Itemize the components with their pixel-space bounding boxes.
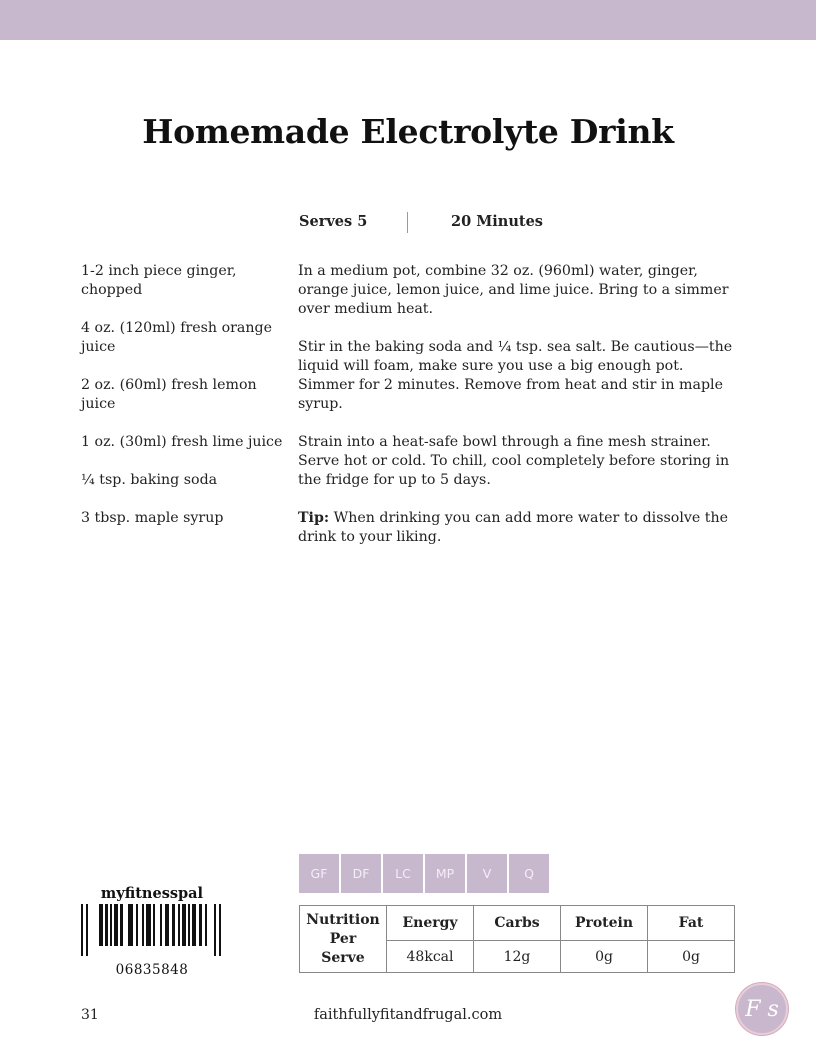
ingredient-item: 1-2 inch piece ginger, chopped <box>81 263 237 298</box>
myfitnesspal-label: myfitnesspal <box>100 885 204 902</box>
barcode-icon <box>81 904 223 956</box>
meta-divider <box>407 212 408 233</box>
prep-time: 20 Minutes <box>451 213 543 230</box>
website-link[interactable]: faithfullyfitandfrugal.com <box>313 1007 503 1023</box>
nutrition-label <box>300 906 387 973</box>
table-row <box>300 906 735 941</box>
diet-tag-mp: MP <box>425 854 465 893</box>
ingredient-item: 4 oz. (120ml) fresh orange juice <box>81 320 272 355</box>
nutrition-value-fat: 0g <box>648 941 735 973</box>
nutrition-header-carbs: Carbs <box>474 906 561 941</box>
instruction-step: In a medium pot, combine 32 oz. (960ml) water, ginger, orange juice, lemon juice, and lime juice. Bring to a simmer over medium heat. <box>298 263 729 317</box>
ingredient-item: 3 tbsp. maple syrup <box>81 510 224 526</box>
nutrition-table <box>299 905 735 973</box>
nutrition-header-energy: Energy <box>387 906 474 941</box>
instruction-step: Stir in the baking soda and ¼ tsp. sea salt. Be cautious—the liquid will foam, make sure you use a big enough pot. Simmer for 2 minutes. Remove from heat and stir in maple syrup. <box>298 339 733 412</box>
instruction-step: Strain into a heat-safe bowl through a fine mesh strainer. Serve hot or cold. To chill, cool completely before storing in the fridge for up to 5 days. <box>298 434 730 488</box>
ingredient-item: 1 oz. (30ml) fresh lime juice <box>81 434 283 450</box>
nutrition-header-fat: Fat <box>648 906 735 941</box>
top-accent-bar <box>0 0 816 40</box>
nutrition-value-protein: 0g <box>561 941 648 973</box>
recipe-title: Homemade Electrolyte Drink <box>142 112 674 151</box>
nutrition-label-line2: Per Serve <box>321 930 365 966</box>
page-number: 31 <box>81 1007 99 1023</box>
diet-tags <box>299 854 549 893</box>
diet-tag-gf: GF <box>299 854 339 893</box>
nutrition-label-line1: Nutrition <box>306 911 380 928</box>
ingredient-list <box>81 262 281 547</box>
diet-tag-lc: LC <box>383 854 423 893</box>
serves-count: Serves 5 <box>299 213 368 230</box>
diet-tag-df: DF <box>341 854 381 893</box>
diet-tag-q: Q <box>509 854 549 893</box>
brand-logo-text: F s <box>745 996 779 1022</box>
nutrition-header-protein: Protein <box>561 906 648 941</box>
brand-logo <box>736 983 788 1035</box>
instruction-list <box>298 262 738 566</box>
ingredient-item: ¼ tsp. baking soda <box>81 472 218 488</box>
nutrition-value-carbs: 12g <box>474 941 561 973</box>
ingredient-item: 2 oz. (60ml) fresh lemon juice <box>81 377 257 412</box>
tip-text: When drinking you can add more water to dissolve the drink to your liking. <box>298 510 729 545</box>
tip-label: Tip: <box>298 510 330 526</box>
nutrition-value-energy: 48kcal <box>387 941 474 973</box>
barcode-number: 06835848 <box>115 962 189 978</box>
tip-paragraph <box>298 509 738 547</box>
diet-tag-v: V <box>467 854 507 893</box>
